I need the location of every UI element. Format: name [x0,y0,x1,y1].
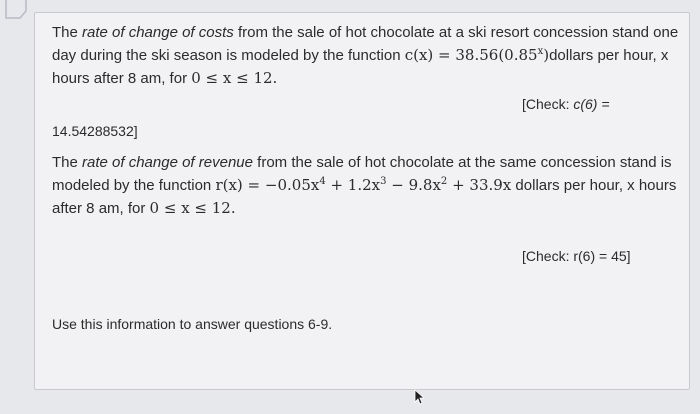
bookmark-icon[interactable] [4,0,34,20]
revenue-paragraph: The rate of change of revenue from the sale of hot chocolate at the same concession stand is modeled by the function $r(x) = -0.05x^4 + 1.2x^3 - 9.8x^2 + 33.9x$ dollars per hour, x hours after 8 am, for 0 ≤ x ≤ 12. [52,154,677,217]
revenue-emphasis: rate of change of revenue [82,154,253,171]
cost-domain: 0 ≤ x ≤ 12. [191,69,278,87]
cost-paragraph: The rate of change of costs from the sale of hot chocolate at a ski resort concession stand one day during the ski season is modeled by the function $c(x) = 38.56(0.85^x)dollars$ per hour, x hours after 8 am, for 0 ≤ x ≤ 12. [52,24,679,87]
revenue-function: $r(x) = -0.05x^4 + 1.2x^3 - 9.8x^2 + 33.9x$ [215,176,512,194]
instruction-note: Use this information to answer questions 6-9. [52,316,333,332]
cost-function: $c(x) = 38.56(0.85^x)$ [404,46,550,64]
cost-emphasis: rate of change of costs [82,24,234,41]
revenue-domain: 0 ≤ x ≤ 12. [149,199,236,217]
mouse-cursor-icon [414,389,426,405]
cost-check: [Check: c(6) = [522,96,610,112]
revenue-check: [Check: r(6) = 45] [522,248,631,264]
cost-check-value: 14.54288532] [52,123,138,139]
